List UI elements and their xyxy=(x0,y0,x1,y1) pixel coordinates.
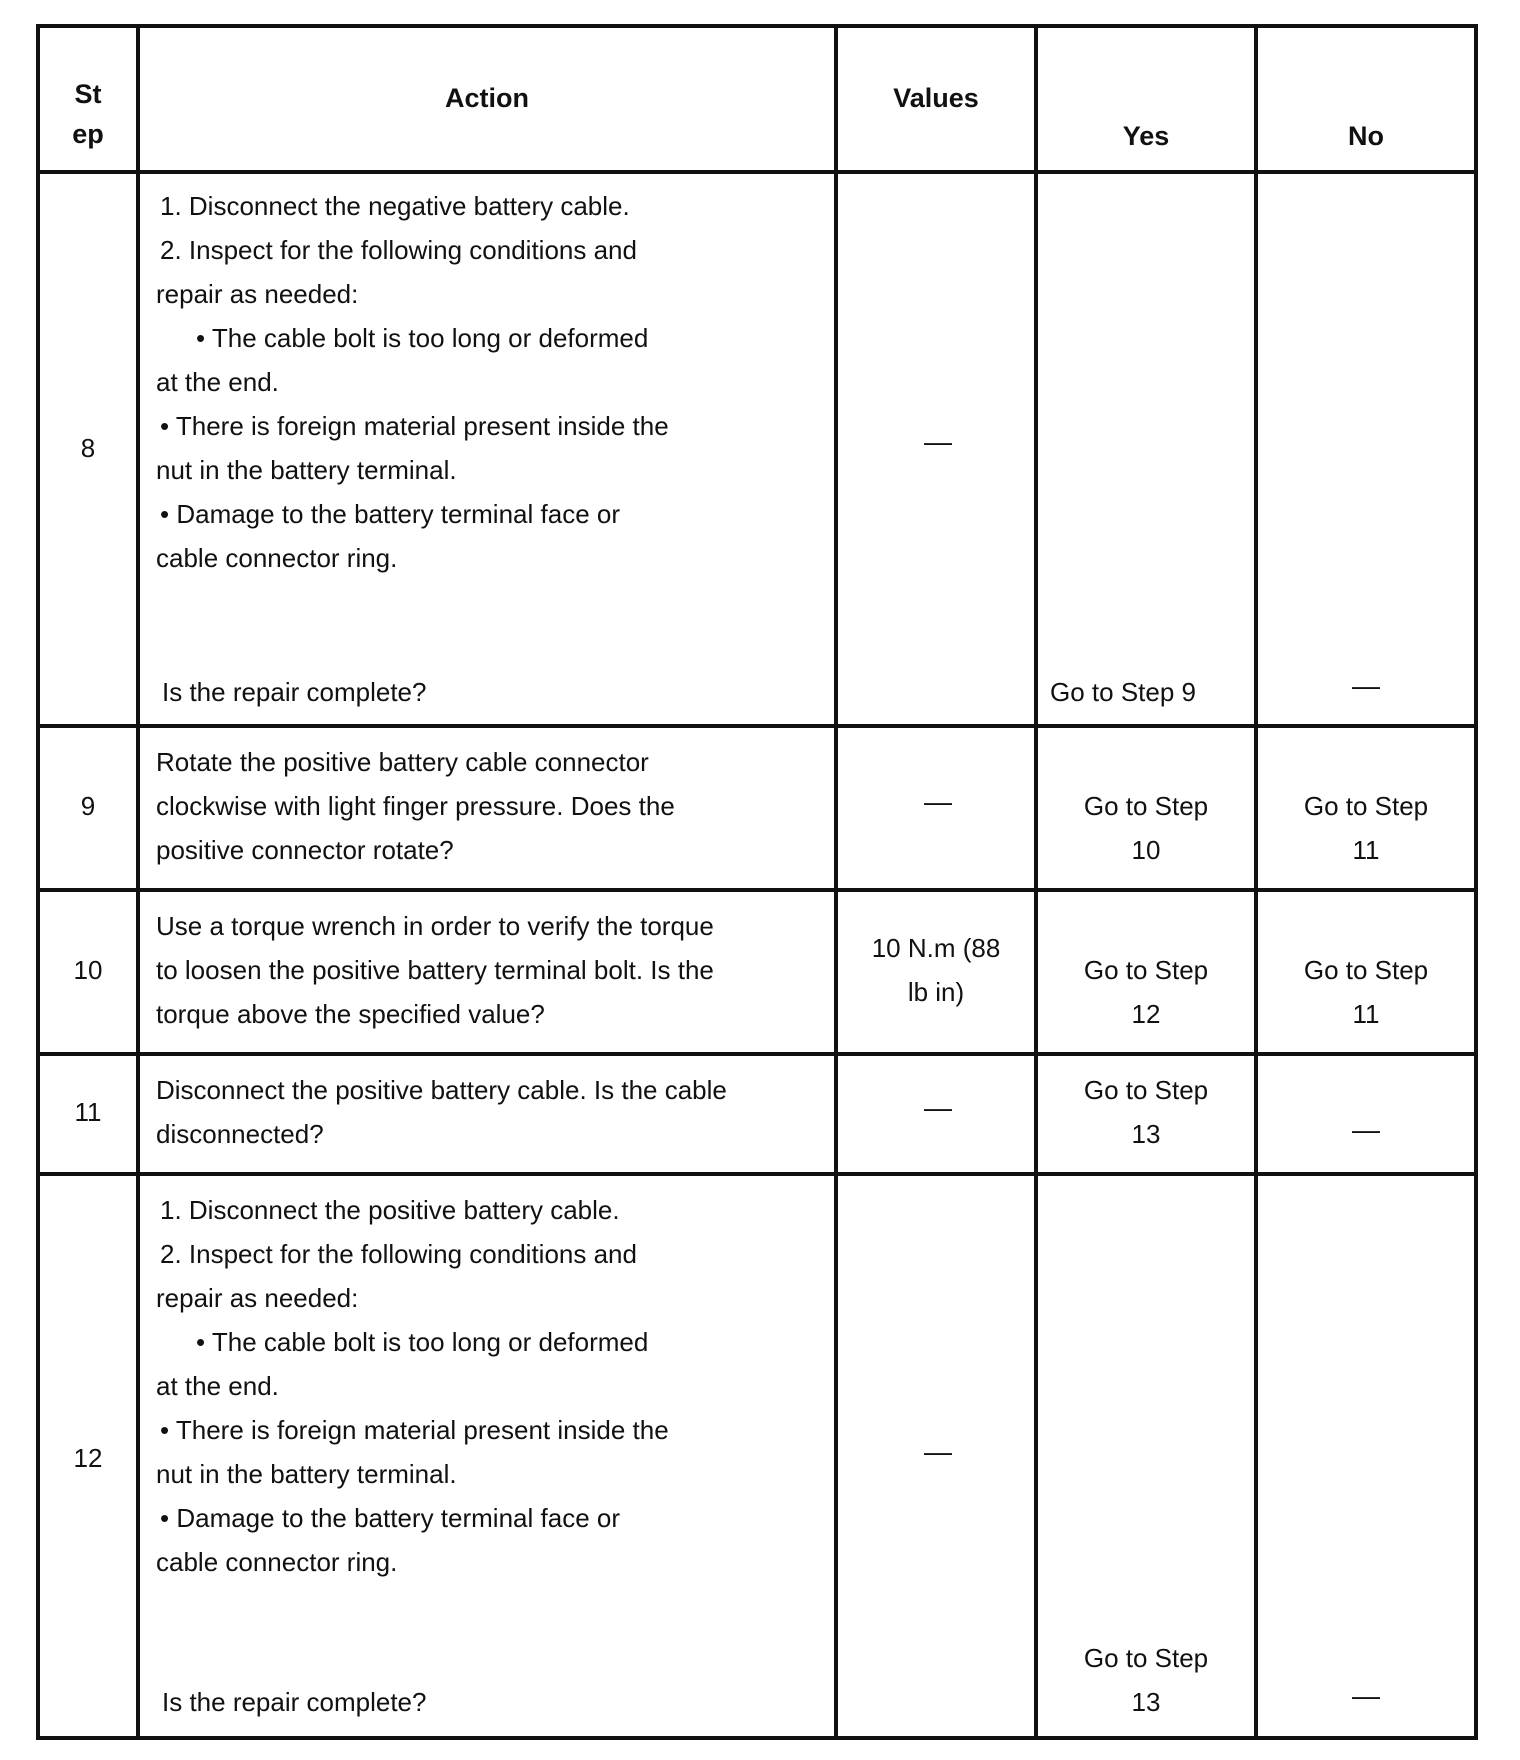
action-line: cable connector ring. xyxy=(156,1547,398,1577)
action-line: repair as needed: xyxy=(156,1283,359,1313)
yes-goto-step: 13 xyxy=(1131,1687,1161,1717)
values-dash: — xyxy=(924,1436,952,1467)
action-line: 1. Disconnect the positive battery cable. xyxy=(160,1195,620,1225)
yes-goto-line: Go to Step xyxy=(1083,955,1209,985)
header-step-line1: St xyxy=(74,79,102,109)
row-divider xyxy=(36,724,1478,728)
action-line: at the end. xyxy=(156,1371,279,1401)
action-line: torque above the specified value? xyxy=(156,999,545,1029)
action-line: repair as needed: xyxy=(156,279,359,309)
action-line: nut in the battery terminal. xyxy=(156,1459,457,1489)
action-line: • Damage to the battery terminal face or xyxy=(160,499,620,529)
row-divider xyxy=(36,170,1478,174)
action-line: Rotate the positive battery cable connector xyxy=(156,747,649,777)
action-line: 2. Inspect for the following conditions and xyxy=(160,235,637,265)
table-border-bottom xyxy=(36,1736,1478,1740)
header-yes: Yes xyxy=(1122,121,1170,151)
action-line: cable connector ring. xyxy=(156,543,398,573)
header-step xyxy=(40,74,136,154)
action-line: Disconnect the positive battery cable. Is the cable xyxy=(156,1075,727,1105)
header-step-line2: ep xyxy=(72,119,104,149)
action-line: Use a torque wrench in order to verify the torque xyxy=(156,911,714,941)
diagnostic-table xyxy=(36,24,1478,1740)
action-text xyxy=(156,740,675,872)
action-line: to loosen the positive battery terminal bolt. Is the xyxy=(156,955,714,985)
table-border-top xyxy=(36,24,1478,28)
action-question: Is the repair complete? xyxy=(162,1687,427,1717)
yes-goto-line: Go to Step xyxy=(1083,1075,1209,1105)
yes-goto-line: Go to Step xyxy=(1083,791,1209,821)
values-dash: — xyxy=(924,1092,952,1123)
action-line: 1. Disconnect the negative battery cable. xyxy=(160,191,630,221)
step-number: 10 xyxy=(73,955,103,985)
values-dash: — xyxy=(924,426,952,457)
table-border-right xyxy=(1474,24,1478,1740)
column-divider xyxy=(136,24,140,1740)
action-line: clockwise with light finger pressure. Does the xyxy=(156,791,675,821)
action-line: • There is foreign material present inside the xyxy=(160,1415,669,1445)
yes-goto xyxy=(1038,784,1254,872)
column-divider xyxy=(834,24,838,1740)
header-no: No xyxy=(1348,121,1384,151)
action-text xyxy=(156,1188,669,1584)
table-border-left xyxy=(36,24,40,1740)
values-spec xyxy=(838,926,1034,1014)
action-text xyxy=(156,184,669,580)
no-dash: — xyxy=(1352,670,1380,701)
yes-goto-line: Go to Step xyxy=(1083,1643,1209,1673)
yes-goto xyxy=(1038,948,1254,1036)
yes-goto-step: 10 xyxy=(1131,835,1161,865)
row-divider xyxy=(36,1172,1478,1176)
column-divider xyxy=(1254,24,1258,1740)
no-goto-step: 11 xyxy=(1352,835,1380,865)
action-line: 2. Inspect for the following conditions and xyxy=(160,1239,637,1269)
action-text xyxy=(156,904,714,1036)
row-divider xyxy=(36,888,1478,892)
action-line: • The cable bolt is too long or deformed xyxy=(196,1327,649,1357)
action-line: • The cable bolt is too long or deformed xyxy=(196,323,649,353)
step-number: 12 xyxy=(73,1443,103,1473)
header-values: Values xyxy=(893,83,979,113)
yes-goto xyxy=(1038,1068,1254,1156)
values-spec-line: 10 N.m (88 xyxy=(871,933,1001,963)
no-goto xyxy=(1258,784,1474,872)
values-spec-line: lb in) xyxy=(907,977,965,1007)
action-line: positive connector rotate? xyxy=(156,835,454,865)
step-number: 8 xyxy=(80,433,96,463)
no-goto-line: Go to Step xyxy=(1303,791,1429,821)
action-line: at the end. xyxy=(156,367,279,397)
no-goto xyxy=(1258,948,1474,1036)
action-question: Is the repair complete? xyxy=(162,677,427,707)
action-text xyxy=(156,1068,727,1156)
yes-goto-step: 12 xyxy=(1131,999,1161,1029)
yes-goto: Go to Step 9 xyxy=(1050,677,1196,707)
action-line: • Damage to the battery terminal face or xyxy=(160,1503,620,1533)
step-number: 9 xyxy=(80,791,96,821)
action-line: nut in the battery terminal. xyxy=(156,455,457,485)
column-divider xyxy=(1034,24,1038,1740)
action-line: disconnected? xyxy=(156,1119,324,1149)
action-line: • There is foreign material present inside the xyxy=(160,411,669,441)
row-divider xyxy=(36,1052,1478,1056)
values-dash: — xyxy=(924,786,952,817)
no-dash: — xyxy=(1352,1680,1380,1711)
step-number: 11 xyxy=(74,1097,102,1127)
no-dash: — xyxy=(1352,1114,1380,1145)
header-action: Action xyxy=(445,83,529,113)
no-goto-line: Go to Step xyxy=(1303,955,1429,985)
yes-goto-step: 13 xyxy=(1131,1119,1161,1149)
no-goto-step: 11 xyxy=(1352,999,1380,1029)
yes-goto xyxy=(1038,1636,1254,1724)
